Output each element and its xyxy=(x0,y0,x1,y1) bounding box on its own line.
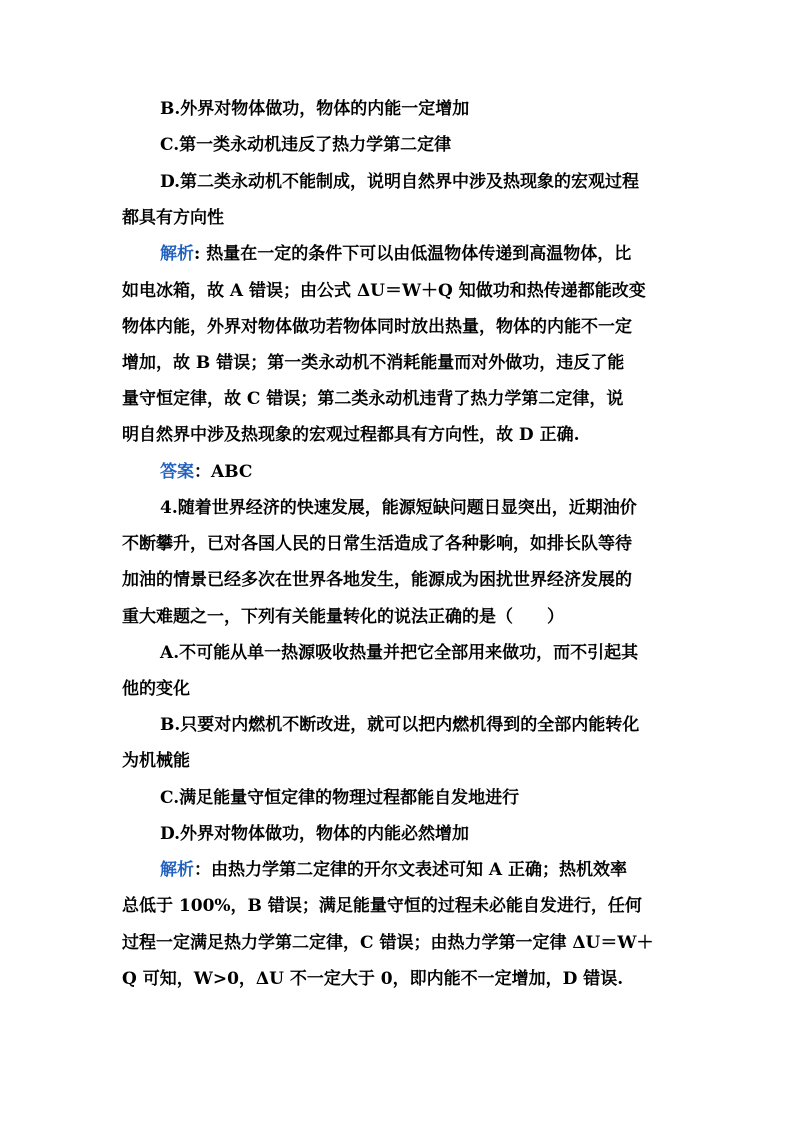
q3-answer-label: 答案 xyxy=(160,462,194,482)
q3-answer-value: ：ABC xyxy=(194,462,253,482)
q4-analysis-label: 解析 xyxy=(160,860,194,880)
q3-option-d-line1: D.第二类永动机不能制成，说明自然界中涉及热现象的宏观过程 xyxy=(160,172,640,192)
q4-analysis-line2: 总低于 100%，B 错误；满足能量守恒的过程未必能自发进行，任何 xyxy=(122,896,642,916)
q4-analysis-line1 xyxy=(160,859,627,881)
q4-option-c: C.满足能量守恒定律的物理过程都能自发地进行 xyxy=(160,788,520,808)
q3-analysis-label: 解析 xyxy=(160,244,194,264)
q3-analysis-line4: 增加，故 B 错误；第一类永动机不消耗能量而对外做功，违反了能 xyxy=(122,353,625,373)
q4-option-b-line2: 为机械能 xyxy=(122,751,190,771)
q3-analysis-line6: 明自然界中涉及热现象的宏观过程都具有方向性，故 D 正确. xyxy=(122,425,580,445)
q4-analysis-line3: 过程一定满足热力学第二定律，C 错误；由热力学第一定律 ΔU＝W＋ xyxy=(122,933,654,953)
q3-analysis-text1: : 热量在一定的条件下可以由低温物体传递到高温物体，比 xyxy=(194,244,632,264)
q3-answer xyxy=(160,461,252,483)
q3-analysis-line5: 量守恒定律，故 C 错误；第二类永动机违背了热力学第二定律，说 xyxy=(122,389,624,409)
q4-stem-line4: 重大难题之一，下列有关能量转化的说法正确的是（ ） xyxy=(122,607,564,627)
q4-analysis-text1: ：由热力学第二定律的开尔文表述可知 A 正确；热机效率 xyxy=(194,860,628,880)
q4-analysis-line4: Q 可知，W>0，ΔU 不一定大于 0，即内能不一定增加，D 错误. xyxy=(122,969,624,989)
q3-analysis-line2: 如电冰箱，故 A 错误；由公式 ΔU＝W＋Q 知做功和热传递都能改变 xyxy=(122,281,646,301)
q4-option-a-line2: 他的变化 xyxy=(122,679,190,699)
q3-option-d-line2: 都具有方向性 xyxy=(122,208,224,228)
q4-option-a-line1: A.不可能从单一热源吸收热量并把它全部用来做功，而不引起其 xyxy=(160,643,639,663)
q4-option-d: D.外界对物体做功，物体的内能必然增加 xyxy=(160,824,470,844)
q3-analysis-line1 xyxy=(160,243,631,265)
q4-stem-line1: 4.随着世界经济的快速发展，能源短缺问题日显突出，近期油价 xyxy=(160,498,637,518)
q4-option-b-line1: B.只要对内燃机不断改进，就可以把内燃机得到的全部内能转化 xyxy=(160,715,640,735)
q4-stem-line2: 不断攀升，已对各国人民的日常生活造成了各种影响，如排长队等待 xyxy=(122,534,632,554)
q4-stem-line3: 加油的情景已经多次在世界各地发生，能源成为困扰世界经济发展的 xyxy=(122,570,632,590)
q3-option-c: C.第一类永动机违反了热力学第二定律 xyxy=(160,135,452,155)
q3-analysis-line3: 物体内能，外界对物体做功若物体同时放出热量，物体的内能不一定 xyxy=(122,317,632,337)
q3-option-b: B.外界对物体做功，物体的内能一定增加 xyxy=(160,99,470,119)
